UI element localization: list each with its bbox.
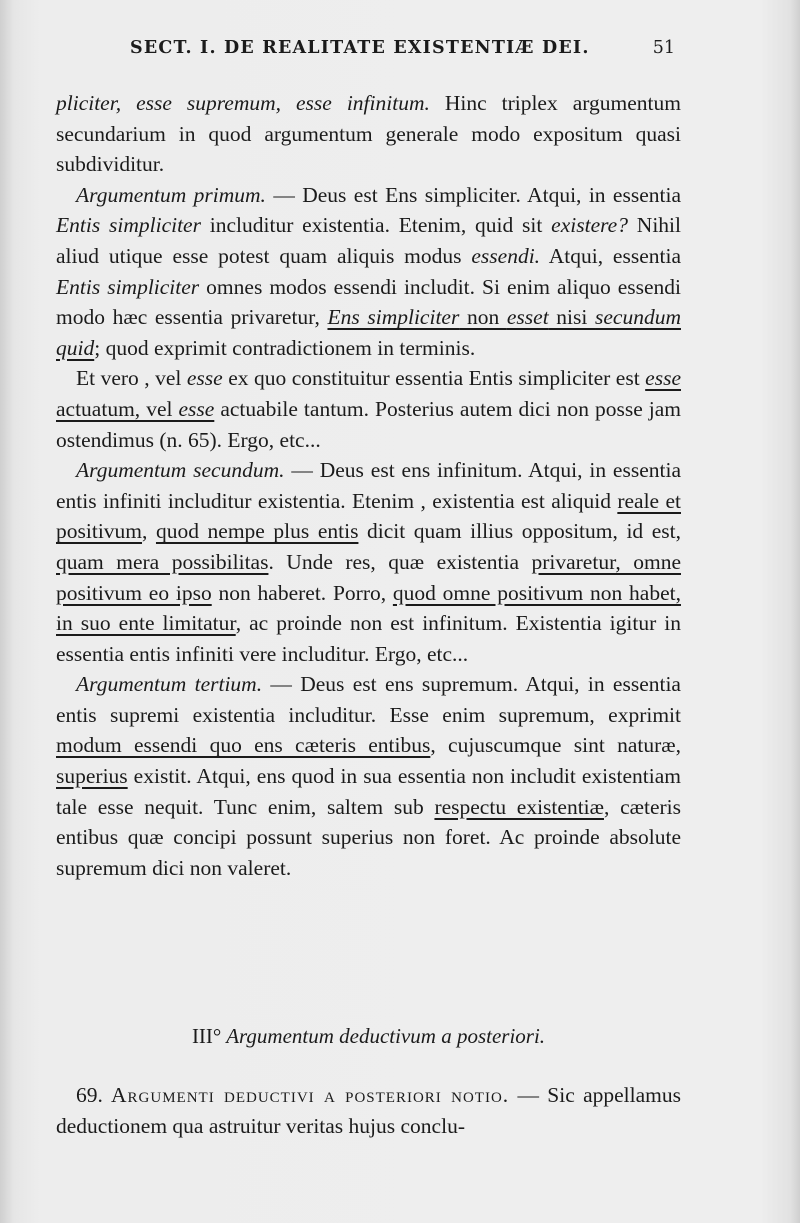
paragraph-69 [56,1080,681,1141]
paragraph-text: , cujuscumque sint naturæ, [430,733,681,758]
section-numeral: III° [191,1024,222,1048]
paragraph-text: , [142,519,156,544]
italic-text: esse [186,366,223,391]
paragraph-argumentum-tertium [56,669,681,883]
paragraph-intro [56,88,681,180]
underlined-text: reale et positivum [56,488,681,544]
paragraph-argumentum-primum [56,180,681,364]
italic-text: existere? [551,213,628,238]
underlined-text: modum essendi quo ens cæteris entibus [56,733,431,758]
paragraph-argumentum-secundum [56,455,681,669]
page-body [56,88,681,883]
section-title: Argumentum deductivum a posteriori. [221,1024,546,1048]
paragraph-text: , ac proinde non est infinitum. Existentia igitur in essentia entis infiniti vere includitur. Ergo, etc... [56,611,682,666]
paragraph-text: actuabile tantum. Posterius autem dici non posse jam ostendimus (n. 65). Ergo, etc... [56,396,681,452]
paragraph-text: ex quo constituitur essentia Entis simpliciter est [222,366,646,391]
paragraph-text: — Deus est Ens simpliciter. Atqui, in essentia [265,182,681,207]
underlined-text: quod nempe plus entis [155,519,359,544]
underlined-italic-text: esse [178,396,215,421]
underlined-text: quam mera possibilitas [56,549,269,574]
argument-heading: Argumentum tertium. [76,672,263,697]
paragraph-text: — Sic appellamus deductionem qua astruitur veritas hujus conclu- [56,1083,681,1138]
running-header [130,38,675,58]
underlined-text: actuatum, vel [56,396,179,421]
italic-text: Entis simpliciter [56,213,201,238]
paragraph-heading: Argumenti deductivi a posteriori notio. [102,1083,510,1107]
paragraph-text: Hinc triplex argumentum secundarium in quod argumentum generale modo expositum quasi subdividitur. [56,91,681,177]
paragraph-text: — Deus est ens infinitum. Atqui, in essentia entis infiniti includitur existentia. Etenim , existentia est aliquid [56,458,681,513]
paragraph-text: Et vero , vel [76,366,187,391]
underlined-text: nisi [548,305,596,330]
underlined-text: respectu existentiæ [434,794,604,819]
page-number: 51 [652,38,675,58]
paragraph-et-vero [56,363,681,455]
underlined-text: privaretur, omne positivum eo ipso [56,549,681,605]
paragraph-text: ; quod exprimit contradictionem in terminis. [94,335,476,360]
italic-text: Entis simpliciter [56,274,200,299]
argument-heading: Argumentum primum. [76,182,266,207]
italic-text: pliciter, esse supremum, esse infinitum. [56,91,430,115]
underlined-text: quod omne positivum non habet, in suo ente limitatur [56,580,681,636]
underlined-text: superius [56,764,128,789]
paragraph-text: dicit quam illius oppositum, id est, [358,519,681,544]
paragraph-number: 69. [76,1083,103,1107]
underlined-italic-text: esse [645,366,681,391]
underlined-italic-text: Ens simpliciter [327,305,460,330]
italic-text: essendi. [471,243,541,268]
paragraph-text: — Deus est ens supremum. Atqui, in essentia entis supremi existentia includitur. Esse enim supremum, exprimit [56,672,681,727]
section-heading [56,1024,681,1049]
paragraph-text: existit. Atqui, ens quod in sua essentia non includit existentiam tale esse nequit. Tunc enim, saltem sub [56,764,681,819]
underlined-italic-text: secundum quid [56,305,681,360]
underlined-italic-text: esset [506,305,549,330]
paragraph-text: includitur existentia. Etenim, quid sit [200,213,552,238]
underlined-text: non [459,305,507,330]
running-title: SECT. I. DE REALITATE EXISTENTIÆ DEI. [130,38,590,58]
paragraph-text: non haberet. Porro, [211,580,393,605]
paragraph-text: , cæteris entibus quæ concipi possunt superius non foret. Ac proinde absolute supremum dici non valeret. [56,794,681,880]
argument-heading: Argumentum secundum. [76,458,285,483]
paragraph-text: . Unde res, quæ existentia [268,549,532,574]
paragraph-text: Nihil aliud utique esse potest quam aliquis modus [56,213,681,268]
paragraph-text: Atqui, essentia [540,243,681,268]
paragraph-text: omnes modos essendi includit. Si enim aliquo essendi modo hæc essentia privaretur, [56,274,681,330]
